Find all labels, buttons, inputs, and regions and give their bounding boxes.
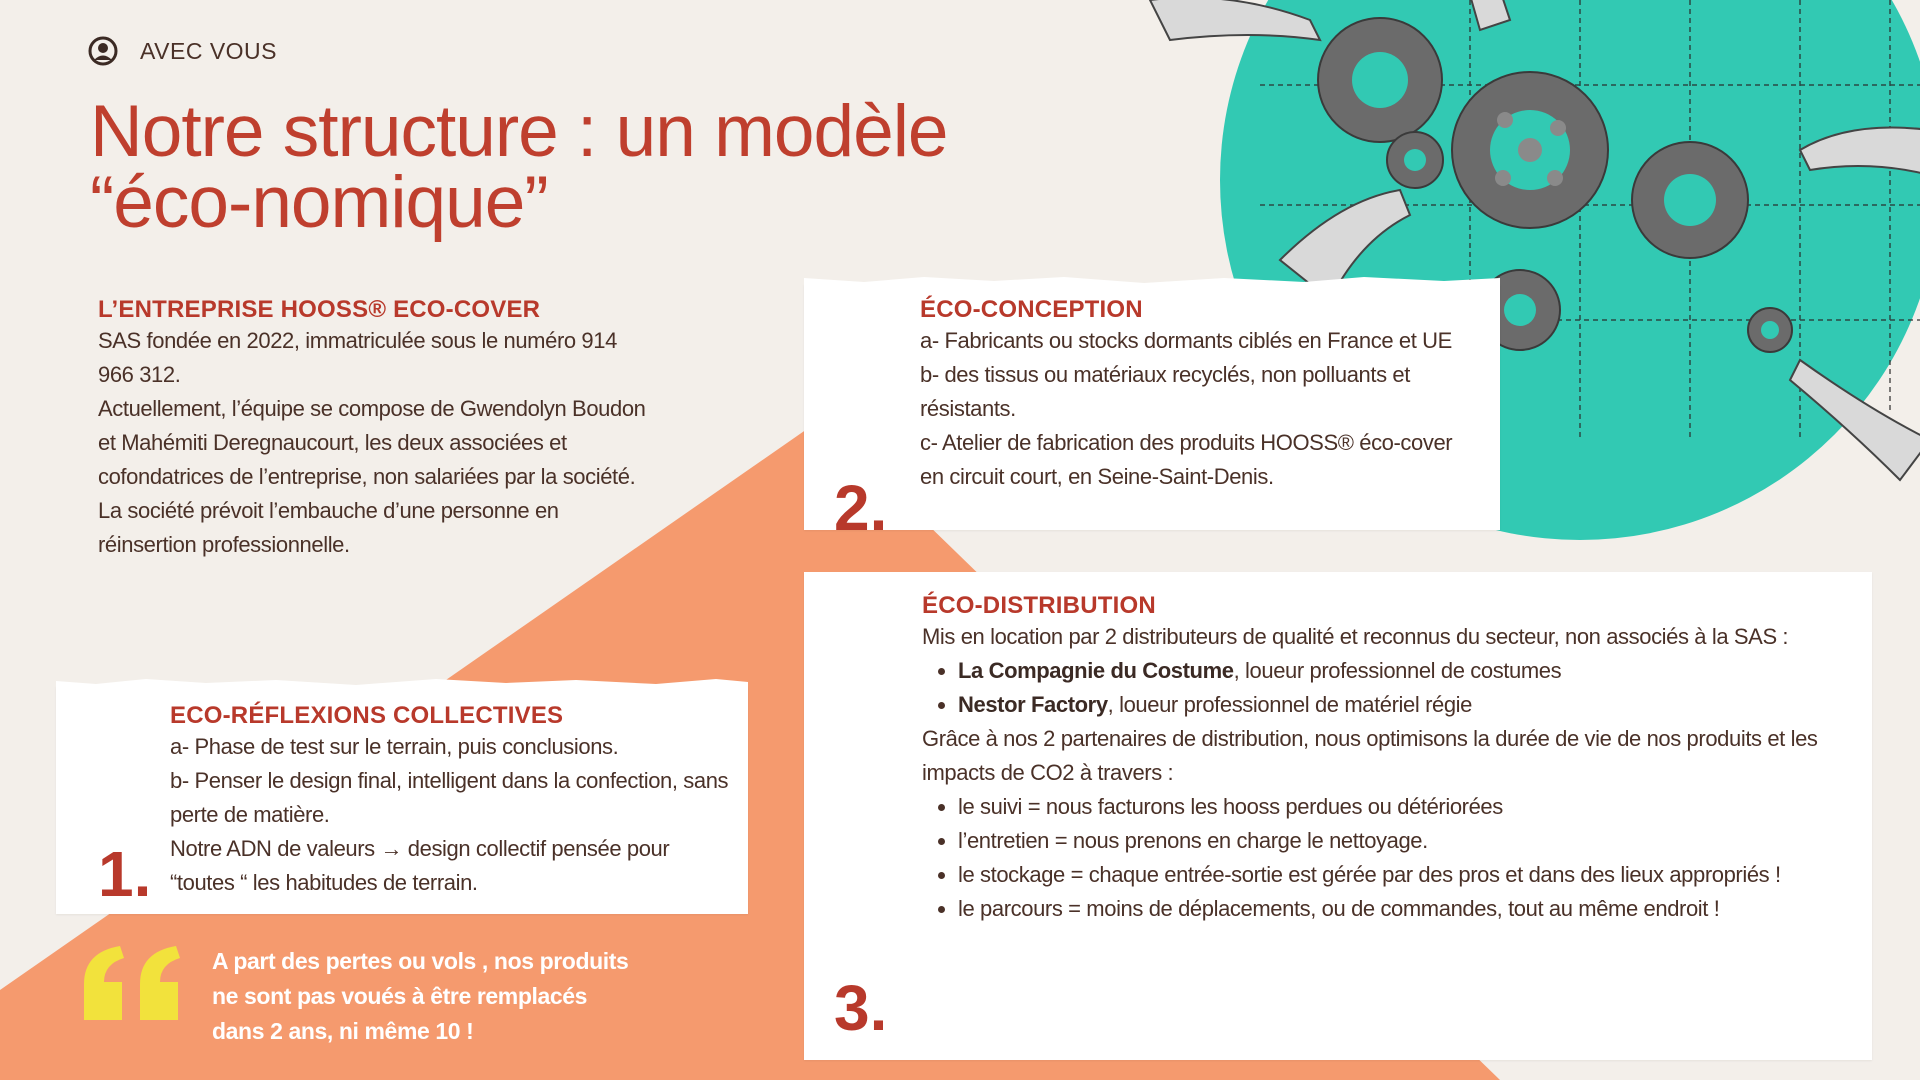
impact-item: • l’entretien = nous prenons en charge le nettoyage. <box>958 824 1862 858</box>
partner-item <box>958 654 1862 688</box>
company-heading: L’ENTREPRISE HOOSS® ECO-COVER <box>98 296 541 323</box>
company-line: SAS fondée en 2022, immatriculée sous le numéro 914 966 312. <box>98 328 617 387</box>
quote-text: A part des pertes ou vols , nos produits ne sont pas voués à être remplacés dans 2 ans, ni même 10 ! <box>212 948 629 1044</box>
card-heading: ÉCO-CONCEPTION <box>920 296 1143 323</box>
partner-desc: , loueur professionnel de costumes <box>1233 658 1562 683</box>
card-eco-reflexions <box>56 686 748 914</box>
distribution-intro: Mis en location par 2 distributeurs de qualité et reconnus du secteur, non associés à la SAS : <box>922 624 1789 649</box>
distribution-middle: Grâce à nos 2 partenaires de distribution, nous optimisons la durée de vie de nos produits et les impacts de CO2 à travers : <box>922 726 1818 785</box>
company-line: La société prévoit l’embauche d’une personne en réinsertion professionnelle. <box>98 498 559 557</box>
company-section <box>98 296 658 562</box>
person-circle-icon <box>88 36 118 66</box>
partner-desc: , loueur professionnel de matériel régie <box>1107 692 1472 717</box>
partner-list <box>922 654 1862 722</box>
title-line-1: Notre structure : un modèle <box>90 91 948 172</box>
quote-mark-icon <box>80 944 184 1024</box>
partner-name: La Compagnie du Costume <box>958 658 1234 683</box>
card-number: 2. <box>834 472 888 544</box>
card-line: b- des tissus ou matériaux recyclés, non polluants et résistants. <box>920 362 1410 421</box>
partner-item <box>958 688 1862 722</box>
torn-edge <box>804 275 1500 285</box>
impact-item: • le suivi = nous facturons les hooss perdues ou détériorées <box>958 790 1862 824</box>
section-kicker <box>88 36 277 66</box>
kicker-label: AVEC VOUS <box>140 37 277 64</box>
card-eco-distribution <box>804 572 1872 1060</box>
card-eco-conception <box>804 284 1500 544</box>
torn-edge <box>56 677 748 687</box>
card-line: a- Phase de test sur le terrain, puis conclusions. <box>170 734 619 759</box>
card-line: c- Atelier de fabrication des produits HOOSS® éco-cover en circuit court, en Seine-Saint-Denis. <box>920 430 1453 489</box>
title-line-2: “éco-nomique” <box>90 162 548 243</box>
card-line: Notre ADN de valeurs → design collectif pensée pour “toutes “ les habitudes de terrain. <box>170 836 670 895</box>
partner-name: Nestor Factory <box>958 692 1108 717</box>
impact-item: • le parcours = moins de déplacements, ou de commandes, tout au même endroit ! <box>958 892 1862 926</box>
card-heading: ECO-RÉFLEXIONS COLLECTIVES <box>170 702 564 729</box>
card-number: 1. <box>98 838 152 910</box>
card-heading: ÉCO-DISTRIBUTION <box>922 592 1156 619</box>
impact-item: • le stockage = chaque entrée-sortie est gérée par des pros et dans des lieux appropriés ! <box>958 858 1862 892</box>
card-line: a- Fabricants ou stocks dormants ciblés en France et UE <box>920 328 1452 353</box>
impact-list <box>922 790 1862 926</box>
card-number: 3. <box>834 972 888 1044</box>
page-title <box>90 91 1050 243</box>
company-line: Actuellement, l’équipe se compose de Gwendolyn Boudon et Mahémiti Deregnaucourt, les deux associées et cofondatrices de l’entreprise, non salariées par la société. <box>98 396 646 489</box>
card-line: b- Penser le design final, intelligent dans la confection, sans perte de matière. <box>170 768 729 827</box>
